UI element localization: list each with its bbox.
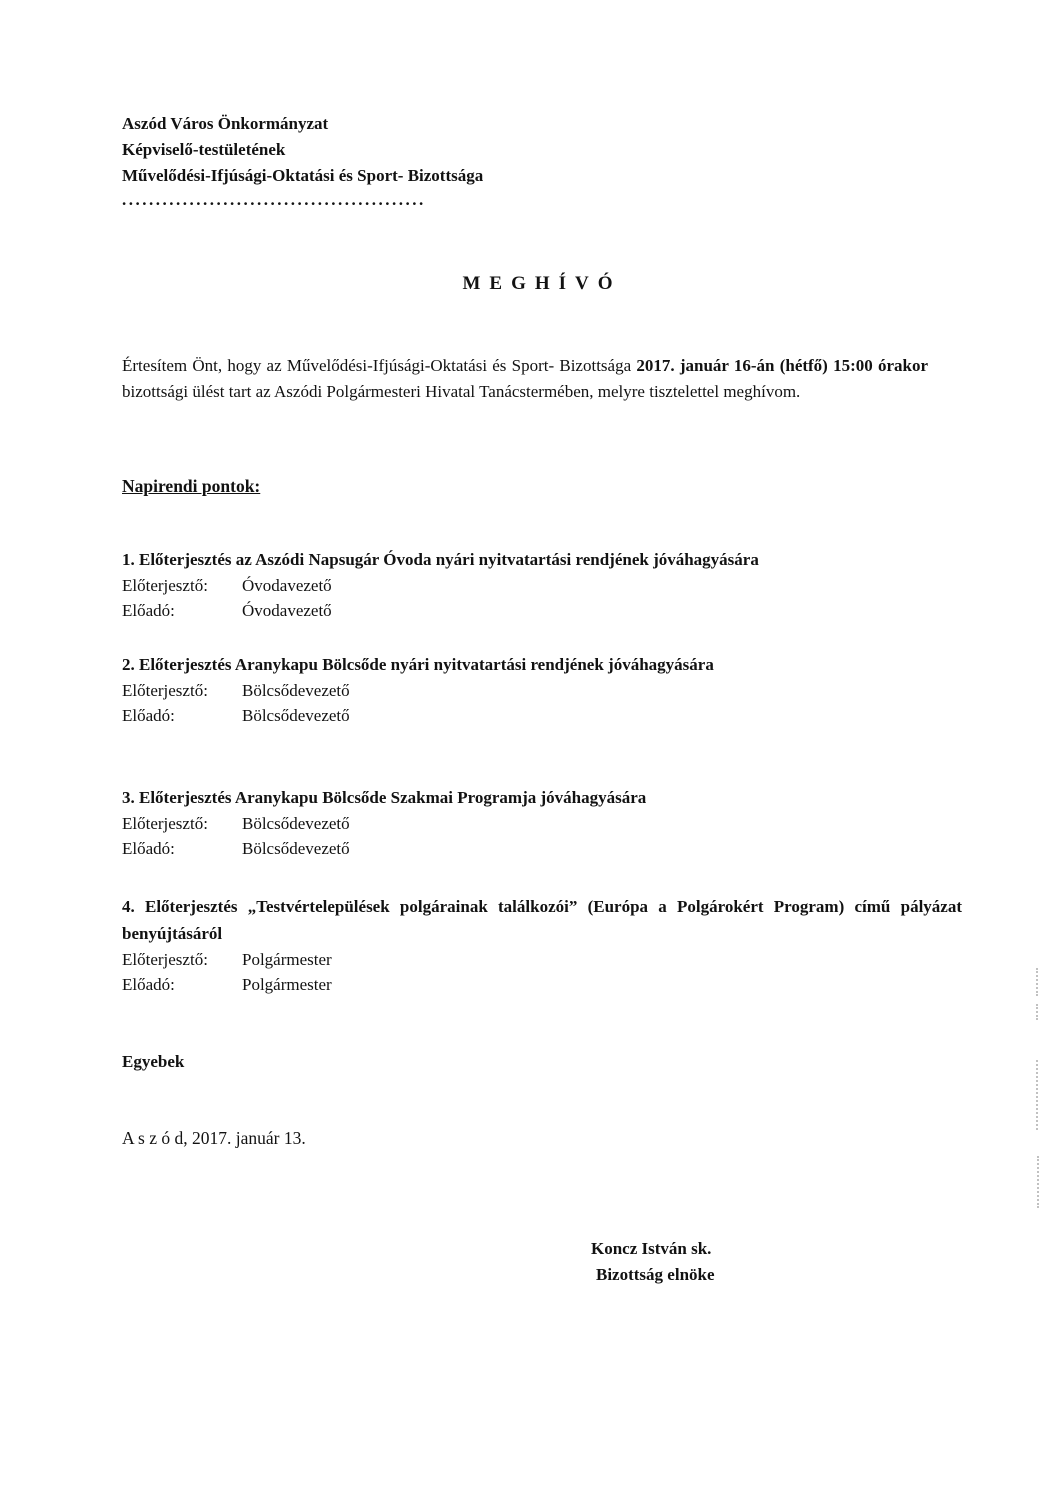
presenter-row (122, 811, 962, 836)
place-date-line: A s z ó d, 2017. január 13. (122, 1128, 306, 1148)
presenter-value: Bölcsődevezető (242, 814, 350, 833)
agenda-item-title: 4. Előterjesztés „Testvértelepülések polgárainak találkozói” (Európa a Polgárokért Program) című pályázat benyújtásáról (122, 897, 962, 943)
speaker-label: Előadó: (122, 975, 175, 994)
presenter-row (122, 678, 962, 703)
signature-block (591, 1236, 715, 1288)
scan-artifact (1036, 968, 1038, 996)
document-title: MEGHÍVÓ (462, 273, 622, 294)
speaker-value: Óvodavezető (242, 601, 332, 620)
speaker-row (122, 598, 962, 623)
presenter-label: Előterjesztő: (122, 814, 208, 833)
agenda-heading: Napirendi pontok: (122, 476, 261, 496)
agenda-item-2 (122, 651, 962, 728)
sender-line-committee: Művelődési-Ifjúsági-Oktatási és Sport- Bizottsága (122, 166, 484, 185)
intro-text-trail: bizottsági ülést tart az Aszódi Polgármesteri Hivatal Tanácstermében, melyre tisztelettel meghívom. (122, 382, 801, 401)
scan-artifact (1037, 1156, 1039, 1208)
agenda-item-4 (122, 893, 962, 997)
presenter-row (122, 947, 962, 972)
agenda-item-title: 1. Előterjesztés az Aszódi Napsugár Óvoda nyári nyitvatartási rendjének jóváhagyására (122, 550, 759, 569)
speaker-label: Előadó: (122, 601, 175, 620)
presenter-label: Előterjesztő: (122, 681, 208, 700)
speaker-label: Előadó: (122, 706, 175, 725)
speaker-row (122, 836, 962, 861)
agenda-item-title: 3. Előterjesztés Aranykapu Bölcsőde Szakmai Programja jóváhagyására (122, 788, 647, 807)
invitation-paragraph (122, 353, 928, 405)
agenda-item-title: 2. Előterjesztés Aranykapu Bölcsőde nyári nyitvatartási rendjének jóváhagyására (122, 655, 714, 674)
signatory-name: Koncz István sk. (591, 1239, 712, 1258)
sender-line-organization: Aszód Város Önkormányzat (122, 114, 329, 133)
presenter-label: Előterjesztő: (122, 950, 208, 969)
presenter-value: Bölcsődevezető (242, 681, 350, 700)
scan-artifact (1036, 1060, 1038, 1130)
speaker-value: Polgármester (242, 975, 332, 994)
agenda-item-3 (122, 784, 962, 861)
presenter-value: Óvodavezető (242, 576, 332, 595)
speaker-label: Előadó: (122, 839, 175, 858)
speaker-value: Bölcsődevezető (242, 706, 350, 725)
signatory-title: Bizottság elnöke (596, 1265, 715, 1284)
sender-line-body: Képviselő-testületének (122, 140, 286, 159)
speaker-value: Bölcsődevezető (242, 839, 350, 858)
agenda-item-1 (122, 546, 962, 623)
presenter-row (122, 573, 962, 598)
scan-artifact (1036, 1004, 1038, 1020)
speaker-row (122, 703, 962, 728)
presenter-label: Előterjesztő: (122, 576, 208, 595)
speaker-row (122, 972, 962, 997)
presenter-value: Polgármester (242, 950, 332, 969)
document-content (122, 0, 962, 1151)
other-items-heading: Egyebek (122, 1052, 185, 1071)
dotted-separator: ............................................. (122, 190, 426, 209)
intro-text-lead: Értesítem Önt, hogy az Művelődési-Ifjúsági-Oktatási és Sport- Bizottsága (122, 356, 637, 375)
intro-datetime-bold: 2017. január 16-án (hétfő) 15:00 órakor (636, 356, 928, 375)
sender-header (122, 111, 962, 209)
